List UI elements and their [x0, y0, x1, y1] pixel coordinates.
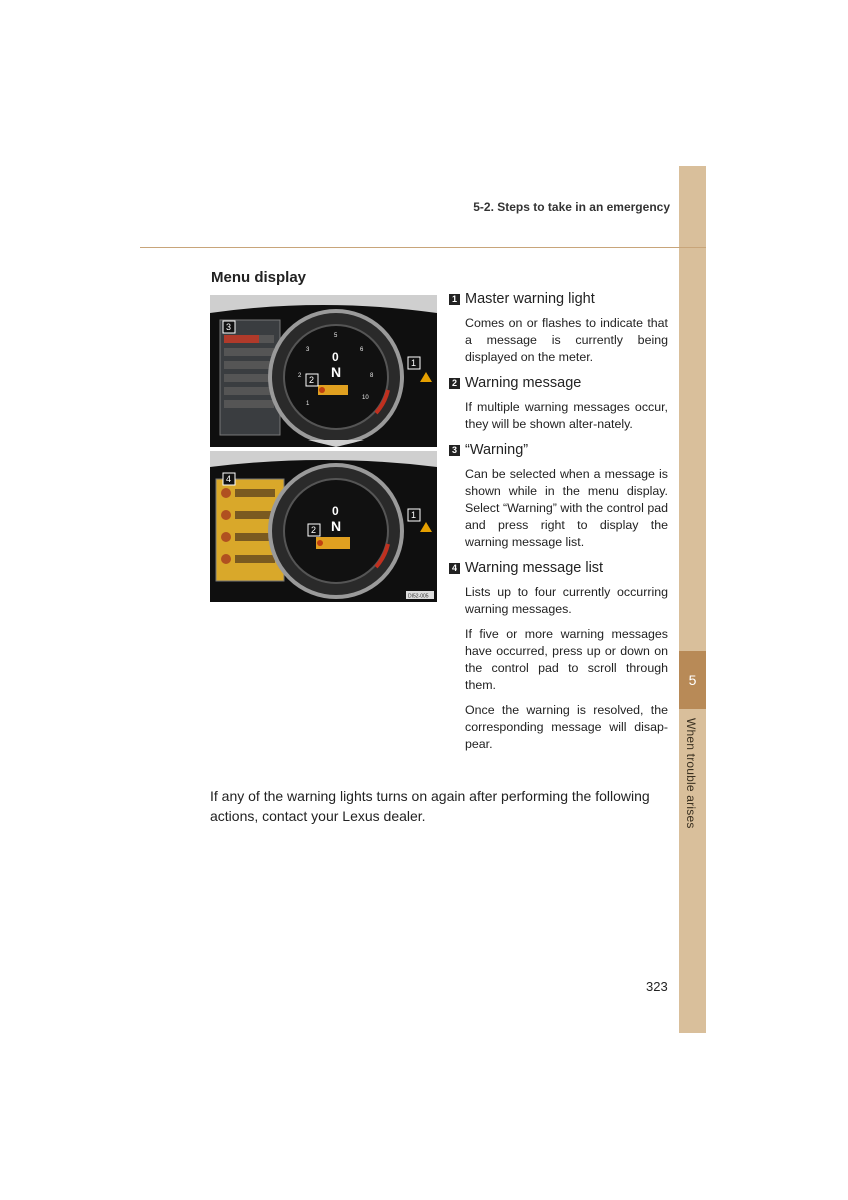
- gear-indicator: N: [331, 364, 342, 380]
- item-4-desc-1: Lists up to four currently occurring warning messages.: [465, 585, 668, 616]
- svg-text:1: 1: [306, 401, 310, 407]
- item-4-heading: [449, 560, 668, 576]
- item-1-number: 1: [449, 294, 460, 305]
- callout-2: 2: [309, 375, 315, 385]
- meter-warning-list-image: [210, 451, 437, 602]
- chapter-title: When trouble arises: [684, 718, 698, 829]
- item-2-number: 2: [449, 378, 460, 389]
- page-number: 323: [646, 979, 668, 994]
- callout-descriptions: [449, 291, 668, 753]
- item-1-title: Master warning light: [465, 291, 595, 307]
- item-3-title: “Warning”: [465, 442, 529, 458]
- item-4-number: 4: [449, 563, 460, 574]
- item-2-heading: [449, 375, 668, 391]
- svg-text:10: 10: [362, 395, 369, 401]
- chapter-tab: [679, 166, 706, 1033]
- svg-text:2: 2: [298, 373, 302, 379]
- item-1-desc: Comes on or flashes to indicate that a message is currently being displayed on the meter.: [465, 316, 668, 364]
- callout-3: 3: [226, 322, 232, 332]
- gear-indicator-2: N: [331, 518, 342, 534]
- section-header: 5-2. Steps to take in an emergency: [473, 200, 670, 214]
- item-2-desc: If multiple warning messages occur, they will be shown alter-nately.: [465, 400, 668, 431]
- speed-readout-2: 0: [332, 504, 339, 518]
- item-2-title: Warning message: [465, 375, 582, 391]
- svg-text:3: 3: [306, 347, 310, 353]
- svg-text:5: 5: [334, 333, 338, 339]
- header-rule: [140, 247, 706, 248]
- svg-text:6: 6: [360, 347, 364, 353]
- item-3-desc: Can be selected when a message is shown while in the menu display. Select “Warning” with the control pad and press right to display the warning message list.: [465, 467, 668, 549]
- item-4-title: Warning message list: [465, 560, 604, 576]
- svg-text:8: 8: [370, 373, 374, 379]
- item-4-desc-2: If five or more warning messages have occurred, press up or down on the control pad to scroll through them.: [465, 627, 668, 692]
- page-heading: Menu display: [211, 269, 307, 286]
- speed-readout: 0: [332, 350, 339, 364]
- item-1-heading: [449, 291, 668, 307]
- meter-menu-display-image: [210, 295, 437, 447]
- item-4-desc-3: Once the warning is resolved, the corresponding message will disap-pear.: [465, 703, 668, 751]
- item-3-number: 3: [449, 445, 460, 456]
- chapter-number: 5: [679, 651, 706, 709]
- figure-code: DI52-005: [408, 593, 429, 600]
- callout-2b: 2: [311, 525, 317, 535]
- callout-1b: 1: [411, 510, 417, 520]
- item-3-heading: [449, 442, 668, 458]
- body-paragraph: If any of the warning lights turns on again after performing the following actions, contact your Lexus dealer.: [210, 788, 650, 824]
- callout-4: 4: [226, 474, 232, 484]
- callout-1: 1: [411, 358, 417, 368]
